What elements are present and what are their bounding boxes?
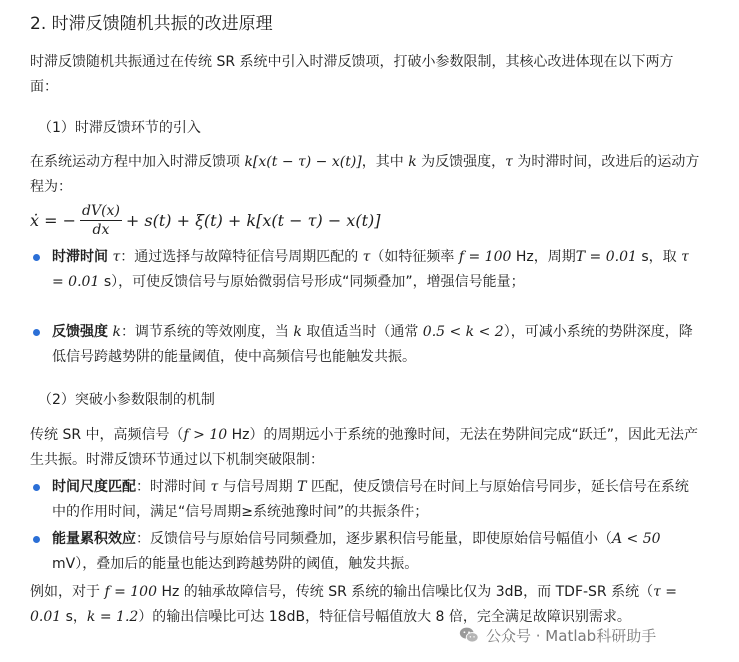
- feedback-term-math: k[x(t − τ) − x(t)]: [244, 154, 362, 170]
- equation-lhs: ẋ = −: [30, 210, 77, 230]
- feedback-paragraph: 在系统运动方程中加入时滞反馈项 k[x(t − τ) − x(t)]，其中 k 为反馈强度，τ 为时滞时间，改进后的运动方程为：: [30, 154, 700, 195]
- motion-equation: [30, 198, 450, 242]
- bullet-dot: [33, 254, 40, 261]
- subsection-title-1: （1）时滞反馈环节的引入: [38, 120, 201, 136]
- bullet-dot: [33, 329, 40, 336]
- bullet-dot: [33, 536, 40, 543]
- list-item: 时滞时间 τ：通过选择与故障特征信号周期匹配的 τ（如特征频率 f = 100 Hz，周期T = 0.01 s，取 τ = 0.01 s），可使反馈信号与原始微弱信号形成“同频叠加”，增强信号能量；: [30, 245, 700, 295]
- example-paragraph: 例如，对于 f = 100 Hz 的轴承故障信号，传统 SR 系统的输出信噪比仅为 3dB，而 TDF-SR 系统（τ = 0.01 s，k = 1.2）的输出信噪比可达 18dB，特征信号幅值放大 8 倍，完全满足故障识别需求。: [30, 584, 678, 625]
- list-item: 时间尺度匹配：时滞时间 τ 与信号周期 T 匹配，使反馈信号在时间上与原始信号同步，延长信号在系统中的作用时间，满足“信号周期≥系统弛豫时间”的共振条件；: [30, 475, 700, 525]
- list-item: 能量累积效应：反馈信号与原始信号同频叠加，逐步累积信号能量，即使原始信号幅值小（A < 50 mV），叠加后的能量也能达到跨越势阱的阈值，触发共振。: [30, 527, 700, 577]
- mechanism-paragraph: 传统 SR 中，高频信号（f > 10 Hz）的周期远小于系统的弛豫时间，无法在势阱间完成“跃迁”，因此无法产生共振。时滞反馈环节通过以下机制突破限制：: [30, 427, 699, 468]
- intro-paragraph: 时滞反馈随机共振通过在传统 SR 系统中引入时滞反馈项，打破小参数限制，其核心改进体现在以下两方面：: [30, 54, 674, 95]
- bullet-dot: [33, 484, 40, 491]
- subsection-title-2: （2）突破小参数限制的机制: [38, 392, 215, 408]
- watermark: [458, 622, 656, 648]
- fraction-numerator: dV(x): [82, 202, 120, 219]
- k-symbol: k: [408, 154, 417, 170]
- tau-symbol: τ: [505, 154, 513, 170]
- section-title: 2. 时滞反馈随机共振的改进原理: [30, 14, 273, 34]
- equation-rhs: + s(t) + ξ(t) + k[x(t − τ) − x(t)]: [125, 210, 381, 230]
- watermark-text: 公众号 · Matlab科研助手: [486, 626, 657, 645]
- equation-fraction: [80, 203, 122, 238]
- list-item: 反馈强度 k：调节系统的等效刚度，当 k 取值适当时（通常 0.5 < k < 2），可减小系统的势阱深度，降低信号跨越势阱的能量阈值，使中高频信号也能触发共振。: [30, 320, 700, 370]
- fraction-denominator: dx: [92, 221, 110, 238]
- wechat-icon: [458, 624, 480, 646]
